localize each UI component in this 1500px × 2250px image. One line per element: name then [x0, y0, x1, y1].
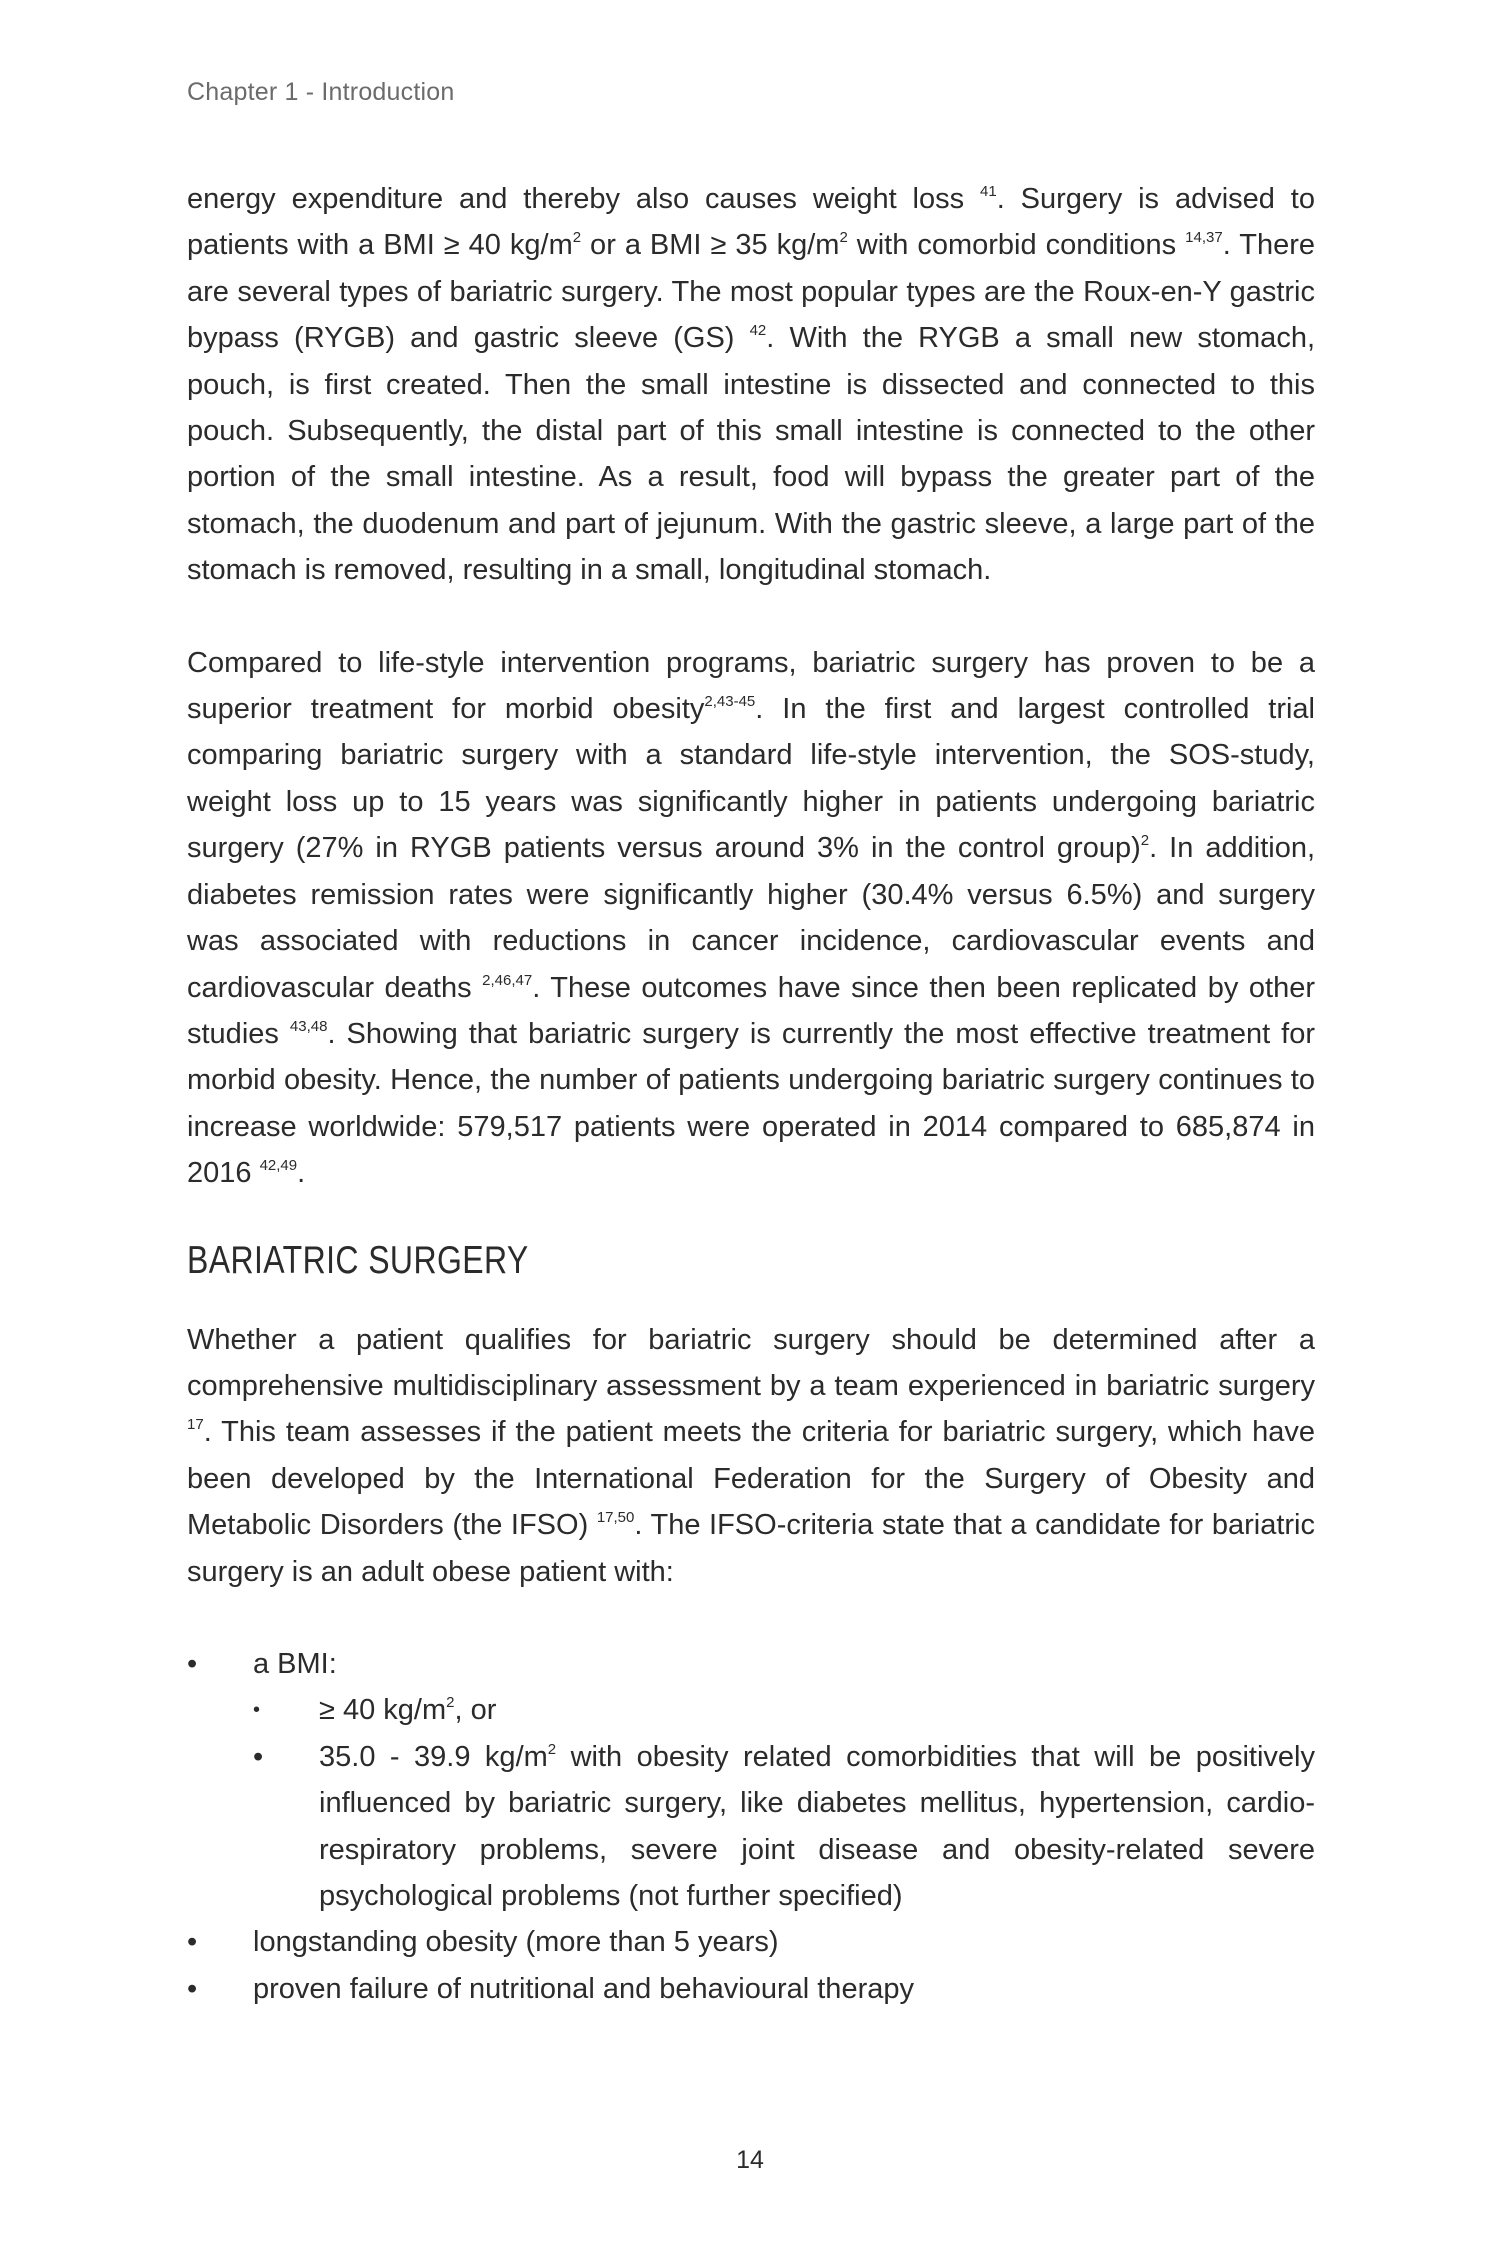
page-content: [187, 176, 1315, 2012]
citation: 2: [1140, 832, 1150, 850]
running-header: Chapter 1 - Introduction: [187, 78, 455, 106]
paragraph-surgery-outcomes: Compared to life-style intervention programs, bariatric surgery has proven to be a superior treatment for morbid obesity$^{2,43-45}$. In the first and largest controlled trial comparing bariatric surgery with a standard life-style intervention, the SOS-study, weight loss up to 15 years was significantly higher in patients undergoing bariatric surgery (27% in RYGB patients versus around 3% in the control group)$^2$. In addition, diabetes remission rates were significantly higher (30.4% versus 6.5%) and surgery was associated with reductions in cancer incidence, cardiovascular events and cardiovascular deaths $^{2,46,47}$. These outcomes have since then been replicated by other studies $^{43,48}$. Showing that bariatric surgery is currently the most effective treatment for morbid obesity. Hence, the number of patients undergoing bariatric surgery continues to increase worldwide: 579,517 patients were operated in 2014 compared to 685,874 in 2016 $^{42,49}$.: [187, 646, 1316, 1190]
list-item: • proven failure of nutritional and behavioural therapy: [187, 1966, 1315, 2012]
superscript-2: 2: [572, 229, 582, 247]
list-item: • a BMI: • ≥ 40 $kg/m^2$, or • 35.0 - 39.9 $kg/m^2$ with obesity related comorbidities that will be positively influenced by bariatric surgery, like diabetes mellitus, hypertension, cardio-respiratory problems, severe joint disease and obesity-related severe psychological problems (not further specified): [187, 1641, 1315, 1919]
section-heading: BARIATRIC SURGERY: [187, 1238, 529, 1282]
citation: 2,46,47: [482, 971, 533, 989]
list-item: • ≥ 40 $kg/m^2$, or: [253, 1687, 1315, 1733]
citation: 14,37: [1185, 229, 1223, 247]
paragraph-surgery-types: energy expenditure and thereby also causes weight loss $^{41}$. Surgery is advised to patients with a BMI ≥ 40 $kg/m^2$ or a BMI ≥ 35 $kg/m^2$ with comorbid conditions $^{14,37}$. There are several types of bariatric surgery. The most popular types are the Roux-en-Y gastric bypass (RYGB) and gastric sleeve (GS) $^{42}$. With the RYGB a small new stomach, pouch, is first created. Then the small intestine is dissected and connected to this pouch. Subsequently, the distal part of this small intestine is connected to the other portion of the small intestine. As a result, food will bypass the greater part of the stomach, the duodenum and part of jejunum. With the gastric sleeve, a large part of the stomach is removed, resulting in a small, longitudinal stomach.: [187, 183, 1316, 587]
citation: 17: [187, 1416, 204, 1434]
page-number: 14: [736, 2146, 764, 2174]
criteria-list: [187, 1641, 1315, 2012]
list-item: • longstanding obesity (more than 5 years): [187, 1919, 1315, 1965]
paragraph-eligibility: Whether a patient qualifies for bariatric surgery should be determined after a comprehensive multidisciplinary assessment by a team experienced in bariatric surgery $^{17}$. This team assesses if the patient meets the criteria for bariatric surgery, which have been developed by the International Federation for the Surgery of Obesity and Metabolic Disorders (the IFSO) $^{17,50}$. The IFSO-criteria state that a candidate for bariatric surgery is an adult obese patient with:: [187, 1323, 1315, 1588]
bmi-sublist: [253, 1687, 1315, 1919]
citation: 42,49: [259, 1157, 298, 1175]
citation: 17,50: [596, 1509, 635, 1527]
superscript-2: 2: [839, 229, 848, 247]
citation: 41: [980, 183, 997, 200]
superscript-2: 2: [446, 1694, 455, 1712]
citation: 2,43-45: [704, 693, 756, 711]
citation: 43,48: [289, 1017, 328, 1035]
citation: 42: [749, 322, 767, 340]
superscript-2: 2: [547, 1740, 557, 1758]
list-item: • 35.0 - 39.9 $kg/m^2$ with obesity related comorbidities that will be positively influenced by bariatric surgery, like diabetes mellitus, hypertension, cardio-respiratory problems, severe joint disease and obesity-related severe psychological problems (not further specified): [253, 1734, 1315, 1920]
